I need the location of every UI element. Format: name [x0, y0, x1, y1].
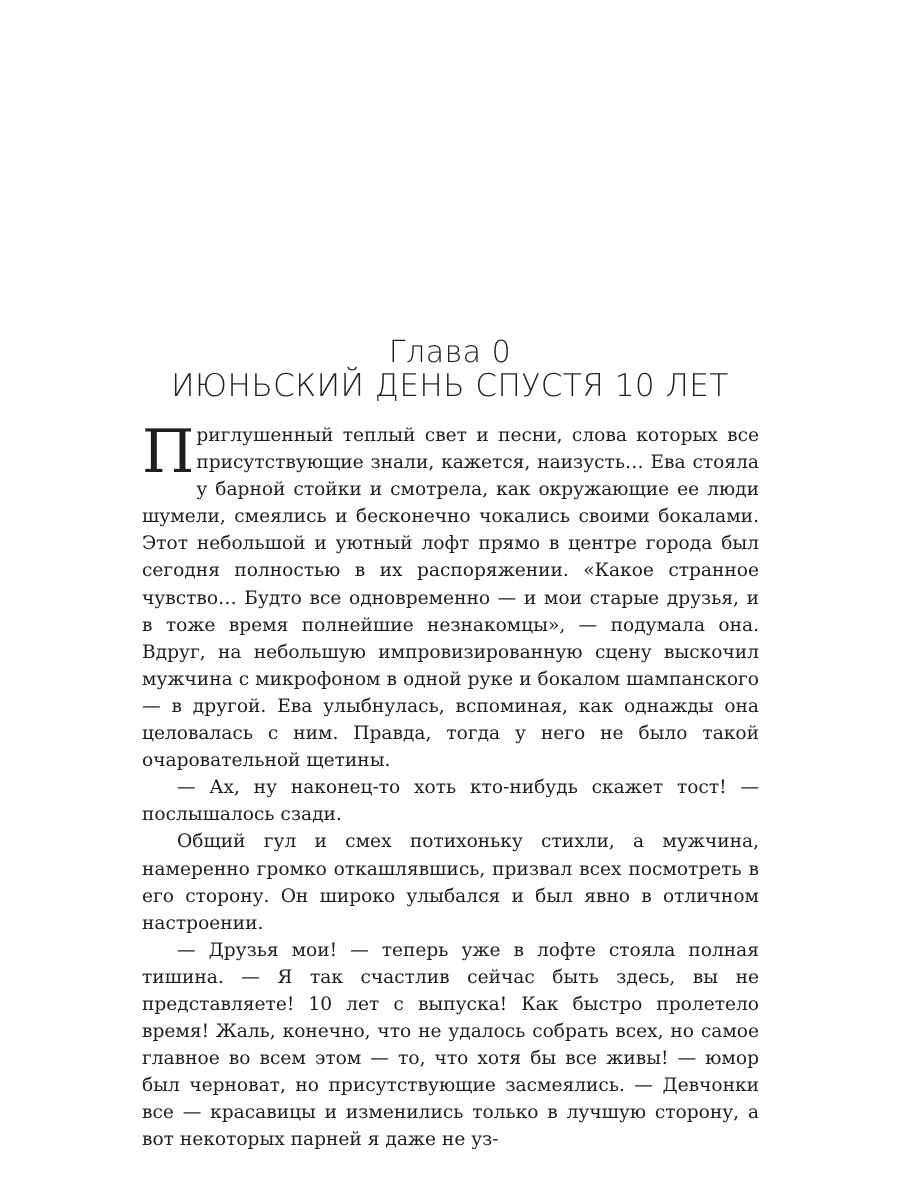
paragraph-opening: [142, 417, 759, 774]
drop-cap: П: [142, 417, 195, 487]
paragraph: — Друзья мои! — теперь уже в лофте стояла полная тишина. — Я так счастлив сейчас быть здесь, вы не представляете! 10 лет с выпуска! Как быстро пролетело время! Жаль, конечно, что не удалось собрать всех, но самое главное во всем этом — то, что хотя бы все живы! — юмор был черноват, но присутствующие засмеялись. — Девчонки все — красавицы и изменились только в лучшую сторону, а вот некоторых парней я даже не уз-: [142, 939, 759, 1151]
chapter-title: ИЮНЬСКИЙ ДЕНЬ СПУСТЯ 10 ЛЕТ: [171, 368, 729, 404]
paragraph: Общий гул и смех потихоньку стихли, а мужчина, намеренно громко откашлявшись, призвал всех посмотреть в его сторону. Он широко улыбался и был явно в отличном настроении.: [142, 831, 759, 934]
chapter-number: Глава 0: [388, 335, 512, 370]
chapter-body: [142, 417, 759, 1154]
paragraph-opening-text: риглушенный теплый свет и песни, слова которых все присутствующие знали, кажется, наизусть… Ева стояла у барной стойки и смотрела, как окружающие ее люди шумели, смеялись и бесконечно чокались своими бокалами. Этот небольшой и уютный лофт прямо в центре города был сегодня полностью в их распоряжении. «Какое странное чувство… Будто все одновременно — и мои старые друзья, и в тоже время полнейшие незнакомцы», — подумала она. Вдруг, на небольшую импровизированную сцену выскочил мужчина с микрофоном в одной руке и бокалом шампанского — в другой. Ева улыбнулась, вспоминая, как однажды она целовалась с ним. Правда, тогда у него не было такой очаровательной щетины.: [142, 425, 759, 772]
paragraph: — Ах, ну наконец-то хоть кто-нибудь скажет тост! — послышалось сзади.: [142, 777, 759, 826]
